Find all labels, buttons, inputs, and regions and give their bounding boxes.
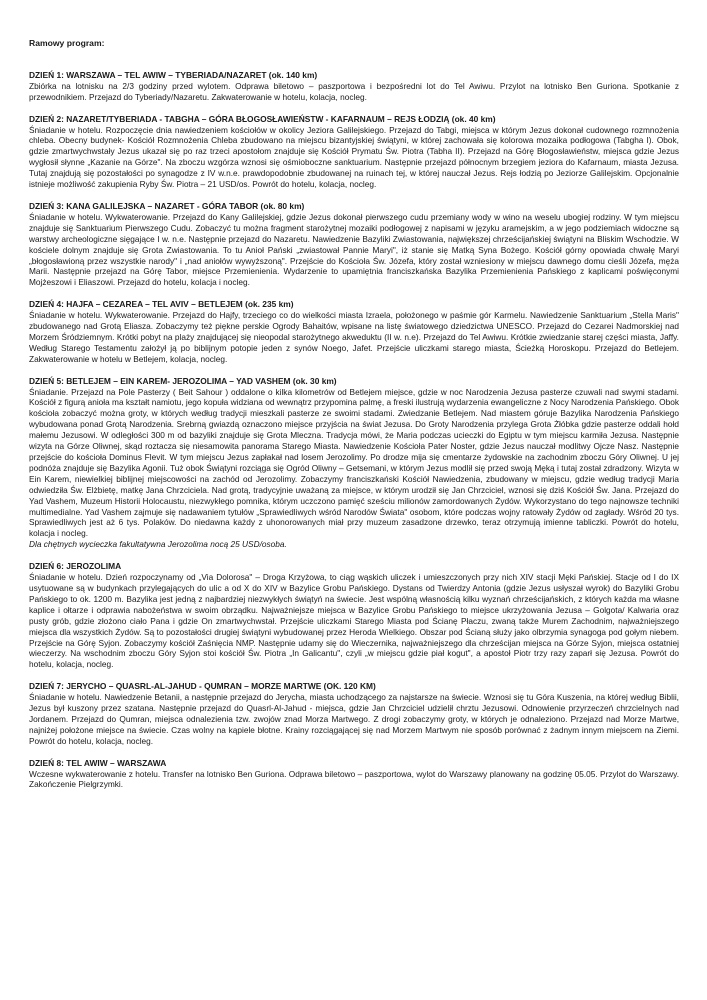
day-5-section [29, 376, 679, 551]
day-5-title: DZIEŃ 5: BETLEJEM – EIN KAREM- JEROZOLIMA – YAD VASHEM (ok. 30 km) [29, 375, 337, 386]
day-2-title: DZIEŃ 2: NAZARET/TYBERIADA - TABGHA – GÓRA BŁOGOSŁAWIEŃSTW - KAFARNAUM – REJS ŁODZIĄ (ok. 40 km) [29, 113, 496, 124]
day-1-title: DZIEŃ 1: WARSZAWA – TEL AWIW – TYBERIADA/NAZARET (ok. 140 km) [29, 69, 318, 80]
day-1-text: Zbiórka na lotnisku na 2/3 godziny przed wylotem. Odprawa biletowo – paszportowa i bezpośredni lot do Tel Awiwu. Przylot na lotnisko Ben Guriona. Spotkanie z przewodnikiem. Przejazd do Tyberiady/Nazaretu. Zakwaterowanie w hotelu, kolacja, nocleg. [29, 80, 679, 102]
day-8-text: Wczesne wykwaterowanie z hotelu. Transfer na lotnisko Ben Guriona. Odprawa biletowo – paszportowa, wylot do Warszawy planowany na godzinę 05.05. Przylot do Warszawy. Zakończenie Pielgrzymki. [29, 768, 679, 790]
day-3-text: Śniadanie w hotelu. Wykwaterowanie. Przejazd do Kany Galilejskiej, gdzie Jezus dokonał pierwszego cudu przemiany wody w wino na weselu ubogiej rodziny. W tym miejscu znajduje się Sanktuarium Pierwszego Cudu. Zobaczyć tu można fragment starożytnej mozaiki podłogowej z napisami w języku aramejskim, a w jego podziemiach widoczne są warstwy archeologiczne sięgające I w. n.e. Następnie przejazd do Nazaretu. Nawiedzenie Bazyliki Zwiastowania, największej chrześcijańskiej świątyni na Bliskim Wschodzie. W kościele dolnym znajduje się Grota Zwiastowania. To tu Anioł Pański „zwiastował Pannie Maryi", iż stanie się Matką Syna Bożego. Kościół górny opowiada chwałę Maryi „błogosławioną przez wszystkie narody" i „nad aniołów wywyższoną". Przejście do Kościoła Św. Józefa, który został wzniesiony w miejscu dawnego domu cieśli Józefa, męża Marii. Następnie przejazd na Górę Tabor, miejsce Przemienienia. Wydarzenie to upamiętnia franciszkańska Bazylika Przemienienia Pańskiego z kaplicami poświęconymi Mojżeszowi i Eliaszowi. Przejazd do hotelu, kolacja i nocleg. [29, 211, 679, 288]
day-1-section [29, 70, 679, 103]
day-6-text: Śniadanie w hotelu. Dzień rozpoczynamy od „Via Dolorosa" – Droga Krzyżowa, to ciąg wąskich uliczek i umieszczonych przy nich XIV stacji Męki Pańskiej. Stacje od I do IX usytuowane są w budynkach przylegających do ulic a od X do XIV w Bazylice Grobu Pańskiego. Dystans od Twierdzy Antonia (gdzie Jezus usłyszał wyrok) do Bazyliki Grobu Pańskiego to ok. 1200 m. Bazylika jest jedną z najbardziej niezwykłych świątyń na świecie. Jest wspólną własnością kilku wyznań chrześcijańskich, z których każda ma własne kaplice i ołtarze i odprawia nabożeństwa w swoim obrządku. Najważniejsze miejsca w Bazylice Grobu Pańskiego to miejsce ukrzyżowania Jezusa – Golgota/ Kalwaria oraz pusty grób, gdzie złożono ciało Pana i gdzie On zmartwychwstał. Przejście uliczkami Starego Miasta pod Ścianę Płaczu, zwaną także Murem Zachodnim, najważniejszego miejsca dla wszystkich Żydów. Są to pozostałości drugiej świątyni wybudowanej przez Heroda Wielkiego. Obszar pod Ścianą służy jako olbrzymia synagoga pod gołym niebem. Przejście na Górę Syjon. Zobaczymy kościół Zaśnięcia NMP. Następnie udamy się do Wieczernika, najważniejszego dla chrześcijan miejsca na Górze Syjon, miejsca ostatniej wieczerzy. Na wschodnim zboczu Góry Syjon stoi kościół Św. Piotra „In Galicantu", czyli „w miejscu gdzie piał kogut", a apostoł Piotr trzy razy zaparł się Jezusa. Powrót do hotelu, kolacja, nocleg. [29, 572, 679, 670]
day-8-section [29, 758, 679, 791]
day-6-section [29, 561, 679, 670]
program-document [29, 38, 679, 801]
day-4-section [29, 299, 679, 364]
day-7-section [29, 681, 679, 746]
day-6-title: DZIEŃ 6: JEROZOLIMA [29, 561, 122, 572]
day-4-title: DZIEŃ 4: HAJFA – CEZAREA – TEL AVIV – BETLEJEM (ok. 235 km) [29, 299, 294, 310]
day-4-text: Śniadanie w hotelu. Wykwaterowanie. Przejazd do Hajfy, trzeciego co do wielkości miasta Izraela, położonego w paśmie gór Karmelu. Nawiedzenie Sanktuarium „Stella Maris" zbudowanego nad Grotą Eliasza. Zobaczymy też piękne perskie Ogrody Bahaitów, wpisane na listę światowego dziedzictwa UNESCO. Przejazd do Cezarei Nadmorskiej nad Morzem Śródziemnym. Krótki pobyt na plaży znajdującej się nieopodal starożytnego akweduktu (II w. n.e). Przejazd do Tel Awiwu. Krótkie zwiedzanie starej części miasta, Jaffy. Według Starego Testamentu założył ją po biblijnym potopie jeden z synów Noego, Jafet. Przejście uliczkami starego miasta, Ścieżką Horoskopu. Przejazd do Betlejem. Zakwaterowanie w hotelu w Betlejem, kolacja, nocleg. [29, 310, 679, 364]
day-3-title: DZIEŃ 3: KANA GALILEJSKA – NAZARET - GÓRA TABOR (ok. 80 km) [29, 200, 305, 211]
day-5-text: Śniadanie. Przejazd na Pole Pasterzy ( Beit Sahour ) oddalone o kilka kilometrów od Betlejem miejsce, gdzie w noc Narodzenia Jezusa pasterze czuwali nad swymi stadami. Kościół z figurą anioła ma kształt namiotu, jego kopuła widziana od wewnątrz przypomina palmę, a freski ilustrują wydarzenia ewangeliczne z Nocy Narodzenia Pańskiego. Obok kościoła zobaczyć można groty, w których według tradycji mieszkali pasterze ze swoimi stadami. Zwiedzanie Betlejem. Nad miastem góruje Bazylika Narodzenia Pańskiego wybudowana ponad Grotą Narodzenia. Srebrną gwiazdą oznaczono miejsce przyjścia na świat Jezusa. Do Groty Narodzenia przylega Grota Żłóbka gdzie pasterze oddali hołd małemu Jezusowi. W odległości 300 m od bazyliki znajduje się Grota Mleczna. Tradycja mówi, że Maria podczas ucieczki do Egiptu w tym miejscu karmiła Jezusa. Następnie wizyta na Górze Oliwnej, skąd roztacza się niesamowita panorama Starego Miasta. Nawiedzenie Kościoła Pater Noster, gdzie Jezus nauczał modlitwy Ojcze Nasz. Następnie przejście do kościoła Dominus Flevit. W tym miejscu Jezus zapłakał nad losem Jerozolimy. Po drodze mija się cmentarze żydowskie na zachodnim zboczu Góry Oliwnej. U jej podnóża znajduje się Bazylika Agonii. Tuż obok Świątyni rozciąga się Ogród Oliwny – Getsemani, w którym Jezus modlił się przed swoją Męką i tutaj został zdradzony. Wizyta w Ein Karem, niewielkiej biblijnej miejscowości na zachód od Jerozolimy. Zobaczymy franciszkański Kościół Nawiedzenia, zbudowany w miejscu, gdzie według tradycji Maria odwiedziła Św. Elżbietę, matkę Jana Chrzciciela. Nad grotą, tradycyjnie uważaną za miejsce, w którym urodził się Jan Chrzciciel, wznosi się dziś Kościół Św. Jana. Przejazd do Yad Vashem, Muzeum Historii Holocaustu, niezwykłego pomnika, którym uczczono pamięć sześciu milionów zamordowanych Żydów. Wykorzystano do tego najnowsze techniki multimedialne. Yad Vashem zajmuje się nadawaniem tytułów „Sprawiedliwych wśród Narodów Świata" osobom, które podczas wojny ratowały Żydów od zagłady. Wśród 20 tys. Sprawiedliwych jest aż 6 tys. Polaków. Do niedawna każdy z uhonorowanych miał przy muzeum zasadzone drzewko, teraz otrzymują imienne tabliczki. Powrót do hotelu, kolacja i nocleg. [29, 386, 679, 539]
day-2-text: Śniadanie w hotelu. Rozpoczęcie dnia nawiedzeniem kościołów w okolicy Jeziora Galilejskiego. Przejazd do Tabgi, miejsca w którym Jezus dokonał cudownego rozmnożenia chleba. Obecny budynek- Kościół Rozmnożenia Chleba zbudowano na miejscu bizantyjskiej świątyni, w której zachowała się kolorowa mozaika podłogowa (Tabgha I). Obok, gdzie zmartwychwstały Jezus ukazał się po raz trzeci apostołom znajduje się Kościół Prymatu Św. Piotra (Tabha II). Przejazd na Górę Błogosławieństw, miejsca gdzie Jezus wygłosił słynne „Kazanie na Górze". Na zboczu wzgórza wznosi się ośmioboczne sanktuarium. Następnie przejazd północnym brzegiem jeziora do Kafarnaum, miasta Jezusa. Tutaj znajdują się pozostałości po synagodze z IV w.n.e. prawdopodobnie zbudowanej na ruinach tej, w której nauczał Jezus. Rejs łodzią po Jeziorze Galilejskim. Opcjonalnie istnieje możliwość zakupienia Ryby Św. Piotra – 21 USD/os. Powrót do hotelu, kolacja, nocleg. [29, 124, 679, 190]
program-heading: Ramowy program: [29, 38, 105, 48]
day-7-title: DZIEŃ 7: JERYCHO – QUASRL-AL-JAHUD - QUMRAN – MORZE MARTWE (OK. 120 KM) [29, 681, 376, 692]
day-2-section [29, 114, 679, 190]
day-3-section [29, 201, 679, 288]
day-5-optional-note: Dla chętnych wycieczka fakultatywna Jerozolima nocą 25 USD/osoba. [29, 539, 287, 550]
day-7-text: Śniadanie w hotelu. Nawiedzenie Betanii, a następnie przejazd do Jerycha, miasta uchodzącego za najstarsze na świecie. Wznosi się tu Góra Kuszenia, na której według Biblii, Jezus był kuszony przez szatana. Następnie przejazd do Quasrl-Al-Jahud - miejsca, gdzie Jan Chrzciciel udzielił chrztu Jezusowi. Odnowienie przyrzeczeń chrzcielnych nad Jordanem. Przejazd do Qumran, miejsca odnalezienia tzw. zwojów znad Morza Martwego. Z drogi zobaczymy groty, w których je odnaleziono. Przejazd nad Morze Martwe, najniżej położone miejsce na świecie. Czas wolny na kąpiele błotne. Krainy rozciągającej się nad Morzem Martwym nie sposób porównać z żadnym innym miejscem na Ziemi. Powrót do hotelu, kolacja, nocleg. [29, 692, 679, 746]
day-8-title: DZIEŃ 8: TEL AWIW – WARSZAWA [29, 757, 167, 768]
